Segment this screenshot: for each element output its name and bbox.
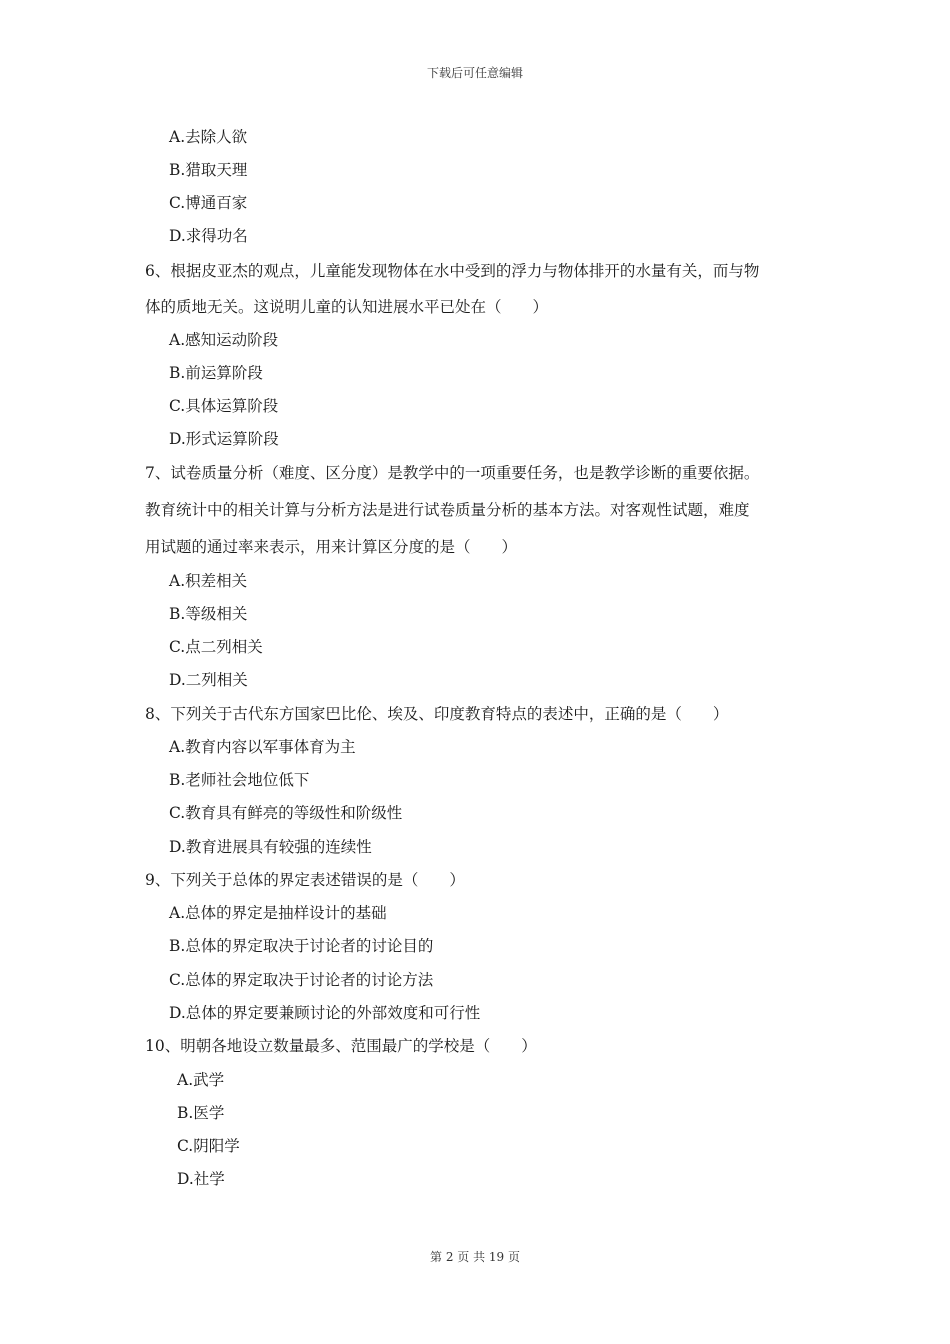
q10-option-c: C.阴阳学 — [177, 1137, 240, 1155]
q7-option-d: D.二列相关 — [169, 671, 248, 689]
q6-option-c: C.具体运算阶段 — [169, 397, 279, 415]
q9-stem: 9、下列关于总体的界定表述错误的是（ ） — [145, 871, 465, 889]
q8-option-c: C.教育具有鲜亮的等级性和阶级性 — [169, 804, 403, 822]
q6-option-a: A.感知运动阶段 — [169, 331, 279, 349]
q7-stem-line-3: 用试题的通过率来表示，用来计算区分度的是（ ） — [145, 538, 518, 556]
q9-option-a: A.总体的界定是抽样设计的基础 — [169, 904, 387, 922]
q9-option-c: C.总体的界定取决于讨论者的讨论方法 — [169, 971, 434, 989]
q7-option-a: A.积差相关 — [169, 572, 248, 590]
q5-option-d: D.求得功名 — [169, 227, 248, 245]
q6-option-d: D.形式运算阶段 — [169, 430, 279, 448]
q5-option-b: B.猎取天理 — [169, 161, 248, 179]
q10-option-b: B.医学 — [177, 1104, 225, 1122]
page-footer: 第 2 页 共 19 页 — [430, 1250, 520, 1264]
q7-stem-line-1: 7、试卷质量分析（难度、区分度）是教学中的一项重要任务，也是教学诊断的重要依据。 — [145, 464, 760, 482]
q6-option-b: B.前运算阶段 — [169, 364, 263, 382]
q8-option-a: A.教育内容以军事体育为主 — [169, 738, 356, 756]
q6-stem-line-2: 体的质地无关。这说明儿童的认知进展水平已处在（ ） — [145, 298, 549, 316]
q8-option-b: B.老师社会地位低下 — [169, 771, 310, 789]
q9-option-d: D.总体的界定要兼顾讨论的外部效度和可行性 — [169, 1004, 481, 1022]
q7-option-c: C.点二列相关 — [169, 638, 263, 656]
q7-option-b: B.等级相关 — [169, 605, 248, 623]
q5-option-a: A.去除人欲 — [169, 128, 248, 146]
q7-stem-line-2: 教育统计中的相关计算与分析方法是进行试卷质量分析的基本方法。对客观性试题，难度 — [145, 501, 750, 519]
q9-option-b: B.总体的界定取决于讨论者的讨论目的 — [169, 937, 434, 955]
q8-stem: 8、下列关于古代东方国家巴比伦、埃及、印度教育特点的表述中，正确的是（ ） — [145, 705, 729, 723]
q5-option-c: C.博通百家 — [169, 194, 248, 212]
q6-stem-line-1: 6、根据皮亚杰的观点，儿童能发现物体在水中受到的浮力与物体排开的水量有关，而与物 — [145, 262, 760, 280]
q10-option-a: A.武学 — [177, 1071, 225, 1089]
q10-stem: 10、明朝各地设立数量最多、范围最广的学校是（ ） — [145, 1037, 537, 1055]
page-header: 下载后可任意编辑 — [426, 66, 523, 80]
q8-option-d: D.教育进展具有较强的连续性 — [169, 838, 372, 856]
q10-option-d: D.社学 — [177, 1170, 225, 1188]
